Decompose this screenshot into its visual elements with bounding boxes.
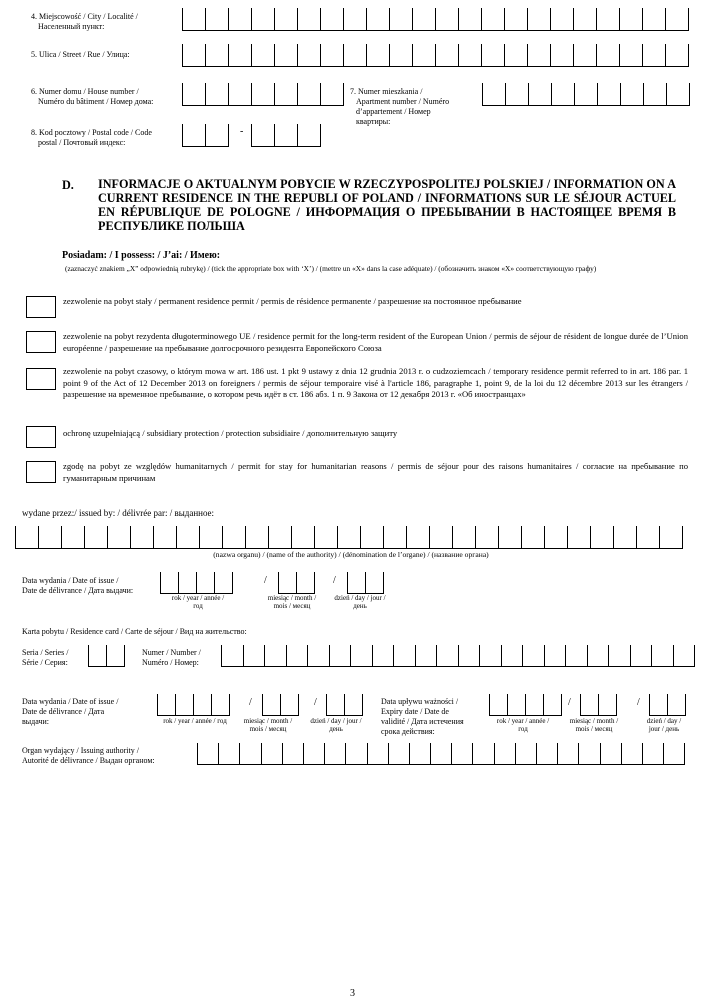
option-long-term-eu: zezwolenie na pobyt rezydenta długoterminowego UE / residence permit for the long-term resident of the European Union / permis de séjour de résident de longue durée de l’Union européenne / разрешение на пребывание долгосрочного резидента Европейского Союза <box>63 331 688 353</box>
section-title: INFORMACJE O AKTUALNYM POBYCIE W RZECZYPOSPOLITEJ POLSKIEJ / INFORMATION ON A CURRENT RESIDENCE IN THE REPUBLI OF POLAND / INFORMATIONS SUR LE SÉJOUR ACTUEL EN RÉPUBLIQUE DE POLOGNE / ИНФОРМАЦИЯ О ПРЕБЫВАНИИ В НАСТОЯЩЕЕ ВРЕМЯ В РЕСПУБЛИКЕ ПОЛЬША <box>98 177 676 233</box>
expiry-date-label-4: срока действия: <box>381 727 435 736</box>
expiry-year-caption-ru: год <box>518 725 528 733</box>
postal-code-label: 8. Kod pocztowy / Postal code / Code <box>31 128 152 137</box>
day-caption-ru: день <box>353 602 367 610</box>
postal-code-field-part1[interactable] <box>182 124 229 147</box>
option-subsidiary-protection: ochronę uzupełniającą / subsidiary protection / protection subsidiaire / дополнительную защиту <box>63 428 398 438</box>
issuing-authority-field[interactable] <box>15 526 683 549</box>
date-slash-2: / <box>333 575 336 586</box>
humanitarian-checkbox[interactable] <box>26 461 56 483</box>
expiry-day-caption: dzień / day / <box>646 717 682 725</box>
card-number-label-2: Numéro / Номер: <box>142 658 199 667</box>
page-number: 3 <box>350 988 355 999</box>
issued-by-label: wydane przez:/ issued by: / délivrée par: / выданное: <box>22 508 215 518</box>
option-temporary-residence: zezwolenie na pobyt czasowy, o którym mowa w art. 186 ust. 1 pkt 9 ustawy z dnia 12 grudnia 2013 r. o cudzoziemcach / temporary residence permit referred to in art. 186 par. 1 point 9 of the Act of 12 December 2013 on foreigners / permis de séjour temporaire visé à l'article 186, paragraphe 1, point 9, de la loi du 12 décembre 2013 sur les étrangers / разрешение на временное пребывание, о котором речь идёт в ст. 186 абз. 1 п. 9 Закона от 12 декабря 2013 г. «Об иностранцах» <box>63 366 688 399</box>
expiry-day[interactable] <box>649 694 686 716</box>
postal-dash: - <box>240 126 244 137</box>
section-letter: D. <box>62 178 74 192</box>
expiry-year[interactable] <box>489 694 562 716</box>
apartment-label-4: квартиры: <box>356 117 391 126</box>
date-slash-1b: / <box>264 575 267 586</box>
card-issue-slash-1: / <box>249 697 252 708</box>
card-issue-year[interactable] <box>157 694 230 716</box>
expiry-month[interactable] <box>580 694 617 716</box>
card-authority-field[interactable] <box>197 743 685 765</box>
street-field[interactable] <box>182 44 689 67</box>
issue-date-label-2: Date de délivrance / Дата выдачи: <box>22 586 134 595</box>
series-label: Seria / Series / <box>22 648 69 657</box>
expiry-day-caption-ru: jour / день <box>648 725 680 733</box>
issue-date-month[interactable] <box>278 572 315 594</box>
day-caption: dzień / day / jour / <box>334 594 386 602</box>
postal-code-field-part2[interactable] <box>251 124 321 147</box>
permanent-residence-checkbox[interactable] <box>26 296 56 318</box>
card-authority-label: Organ wydający / Issuing authority / <box>22 746 139 755</box>
possess-label: Posiadam: / I possess: / J’ai: / Имею: <box>62 250 221 261</box>
year-caption: rok / year / année / <box>171 594 225 602</box>
house-number-label-2: Numéro du bâtiment / Номер дома: <box>38 97 154 106</box>
card-issue-day-caption: dzień / day / jour / <box>310 717 362 725</box>
card-number-label: Numer / Number / <box>142 648 201 657</box>
card-issue-date-label: Data wydania / Date of issue / <box>22 697 119 706</box>
house-number-label: 6. Numer domu / House number / <box>31 87 139 96</box>
expiry-date-label-2: Expiry date / Date de <box>381 707 449 716</box>
card-issue-year-caption: rok / year / année / год <box>163 717 227 725</box>
card-issue-month-caption: miesiąc / month / <box>243 717 293 725</box>
option-permanent-residence: zezwolenie na pobyt stały / permanent residence permit / permis de résidence permanente / разрешение на постоянное пребывание <box>63 296 522 306</box>
card-issue-date-label-3: выдачи: <box>22 717 49 726</box>
issue-date-label: Data wydania / Date of issue / <box>22 576 119 585</box>
expiry-month-caption: miesiąc / month / <box>569 717 619 725</box>
expiry-year-caption: rok / year / année / <box>496 717 550 725</box>
issue-date-year[interactable] <box>160 572 233 594</box>
subsidiary-protection-checkbox[interactable] <box>26 426 56 448</box>
expiry-date-label: Data upływu ważności / <box>381 697 459 706</box>
authority-caption: (nazwa organu) / (name of the authority) / (dénomination de l’organe) / (название органа) <box>213 550 489 559</box>
card-issue-month[interactable] <box>262 694 299 716</box>
card-issue-day[interactable] <box>326 694 363 716</box>
temporary-residence-checkbox[interactable] <box>26 368 56 390</box>
expiry-slash-2: / <box>637 697 640 708</box>
card-issue-slash-2: / <box>314 697 317 708</box>
month-caption: miesiąc / month / <box>267 594 317 602</box>
issue-date-day[interactable] <box>347 572 384 594</box>
card-issue-month-caption-ru: mois / месяц <box>249 725 287 733</box>
expiry-month-caption-ru: mois / месяц <box>575 725 613 733</box>
house-number-field[interactable] <box>182 83 344 106</box>
card-number-field[interactable] <box>221 645 695 667</box>
series-label-2: Série / Серия: <box>22 658 68 667</box>
expiry-slash-1: / <box>568 697 571 708</box>
apartment-number-field[interactable] <box>482 83 690 106</box>
card-series-field[interactable] <box>88 645 125 667</box>
street-label: 5. Ulica / Street / Rue / Улица: <box>31 50 130 59</box>
city-label-ru: Населенный пункт: <box>38 22 105 31</box>
city-label: 4. Miejscowość / City / Localité / <box>31 12 138 21</box>
long-term-eu-checkbox[interactable] <box>26 331 56 353</box>
apartment-label: 7. Numer mieszkania / <box>350 87 423 96</box>
tick-instruction: (zaznaczyć znakiem „X” odpowiednią rubrykę) / (tick the appropriate box with ‘X’) / (mettre un «X» dans la case adéquate) / (обозначить знаком «X» соответствующую графу) <box>65 264 597 273</box>
option-humanitarian: zgodę na pobyt ze względów humanitarnych / permit for stay for humanitarian reasons / permis de séjour pour des raisons humanitaires / согласие на пребывание по гуманитарным причинам <box>63 461 688 483</box>
month-caption-ru: mois / месяц <box>273 602 311 610</box>
card-issue-day-caption-ru: день <box>329 725 343 733</box>
residence-card-title: Karta pobytu / Residence card / Carte de séjour / Вид на жительство: <box>22 627 247 636</box>
card-issue-date-label-2: Date de délivrance / Дата <box>22 707 105 716</box>
expiry-date-label-3: validité / Дата истечения <box>381 717 464 726</box>
apartment-label-3: d’appartement / Номер <box>356 107 431 116</box>
card-authority-label-2: Autorité de délivrance / Выдан органом: <box>22 756 155 765</box>
postal-code-label-2: postal / Почтовый индекс: <box>38 138 126 147</box>
city-field[interactable] <box>182 8 689 31</box>
year-caption-ru: год <box>193 602 203 610</box>
apartment-label-2: Apartment number / Numéro <box>356 97 450 106</box>
